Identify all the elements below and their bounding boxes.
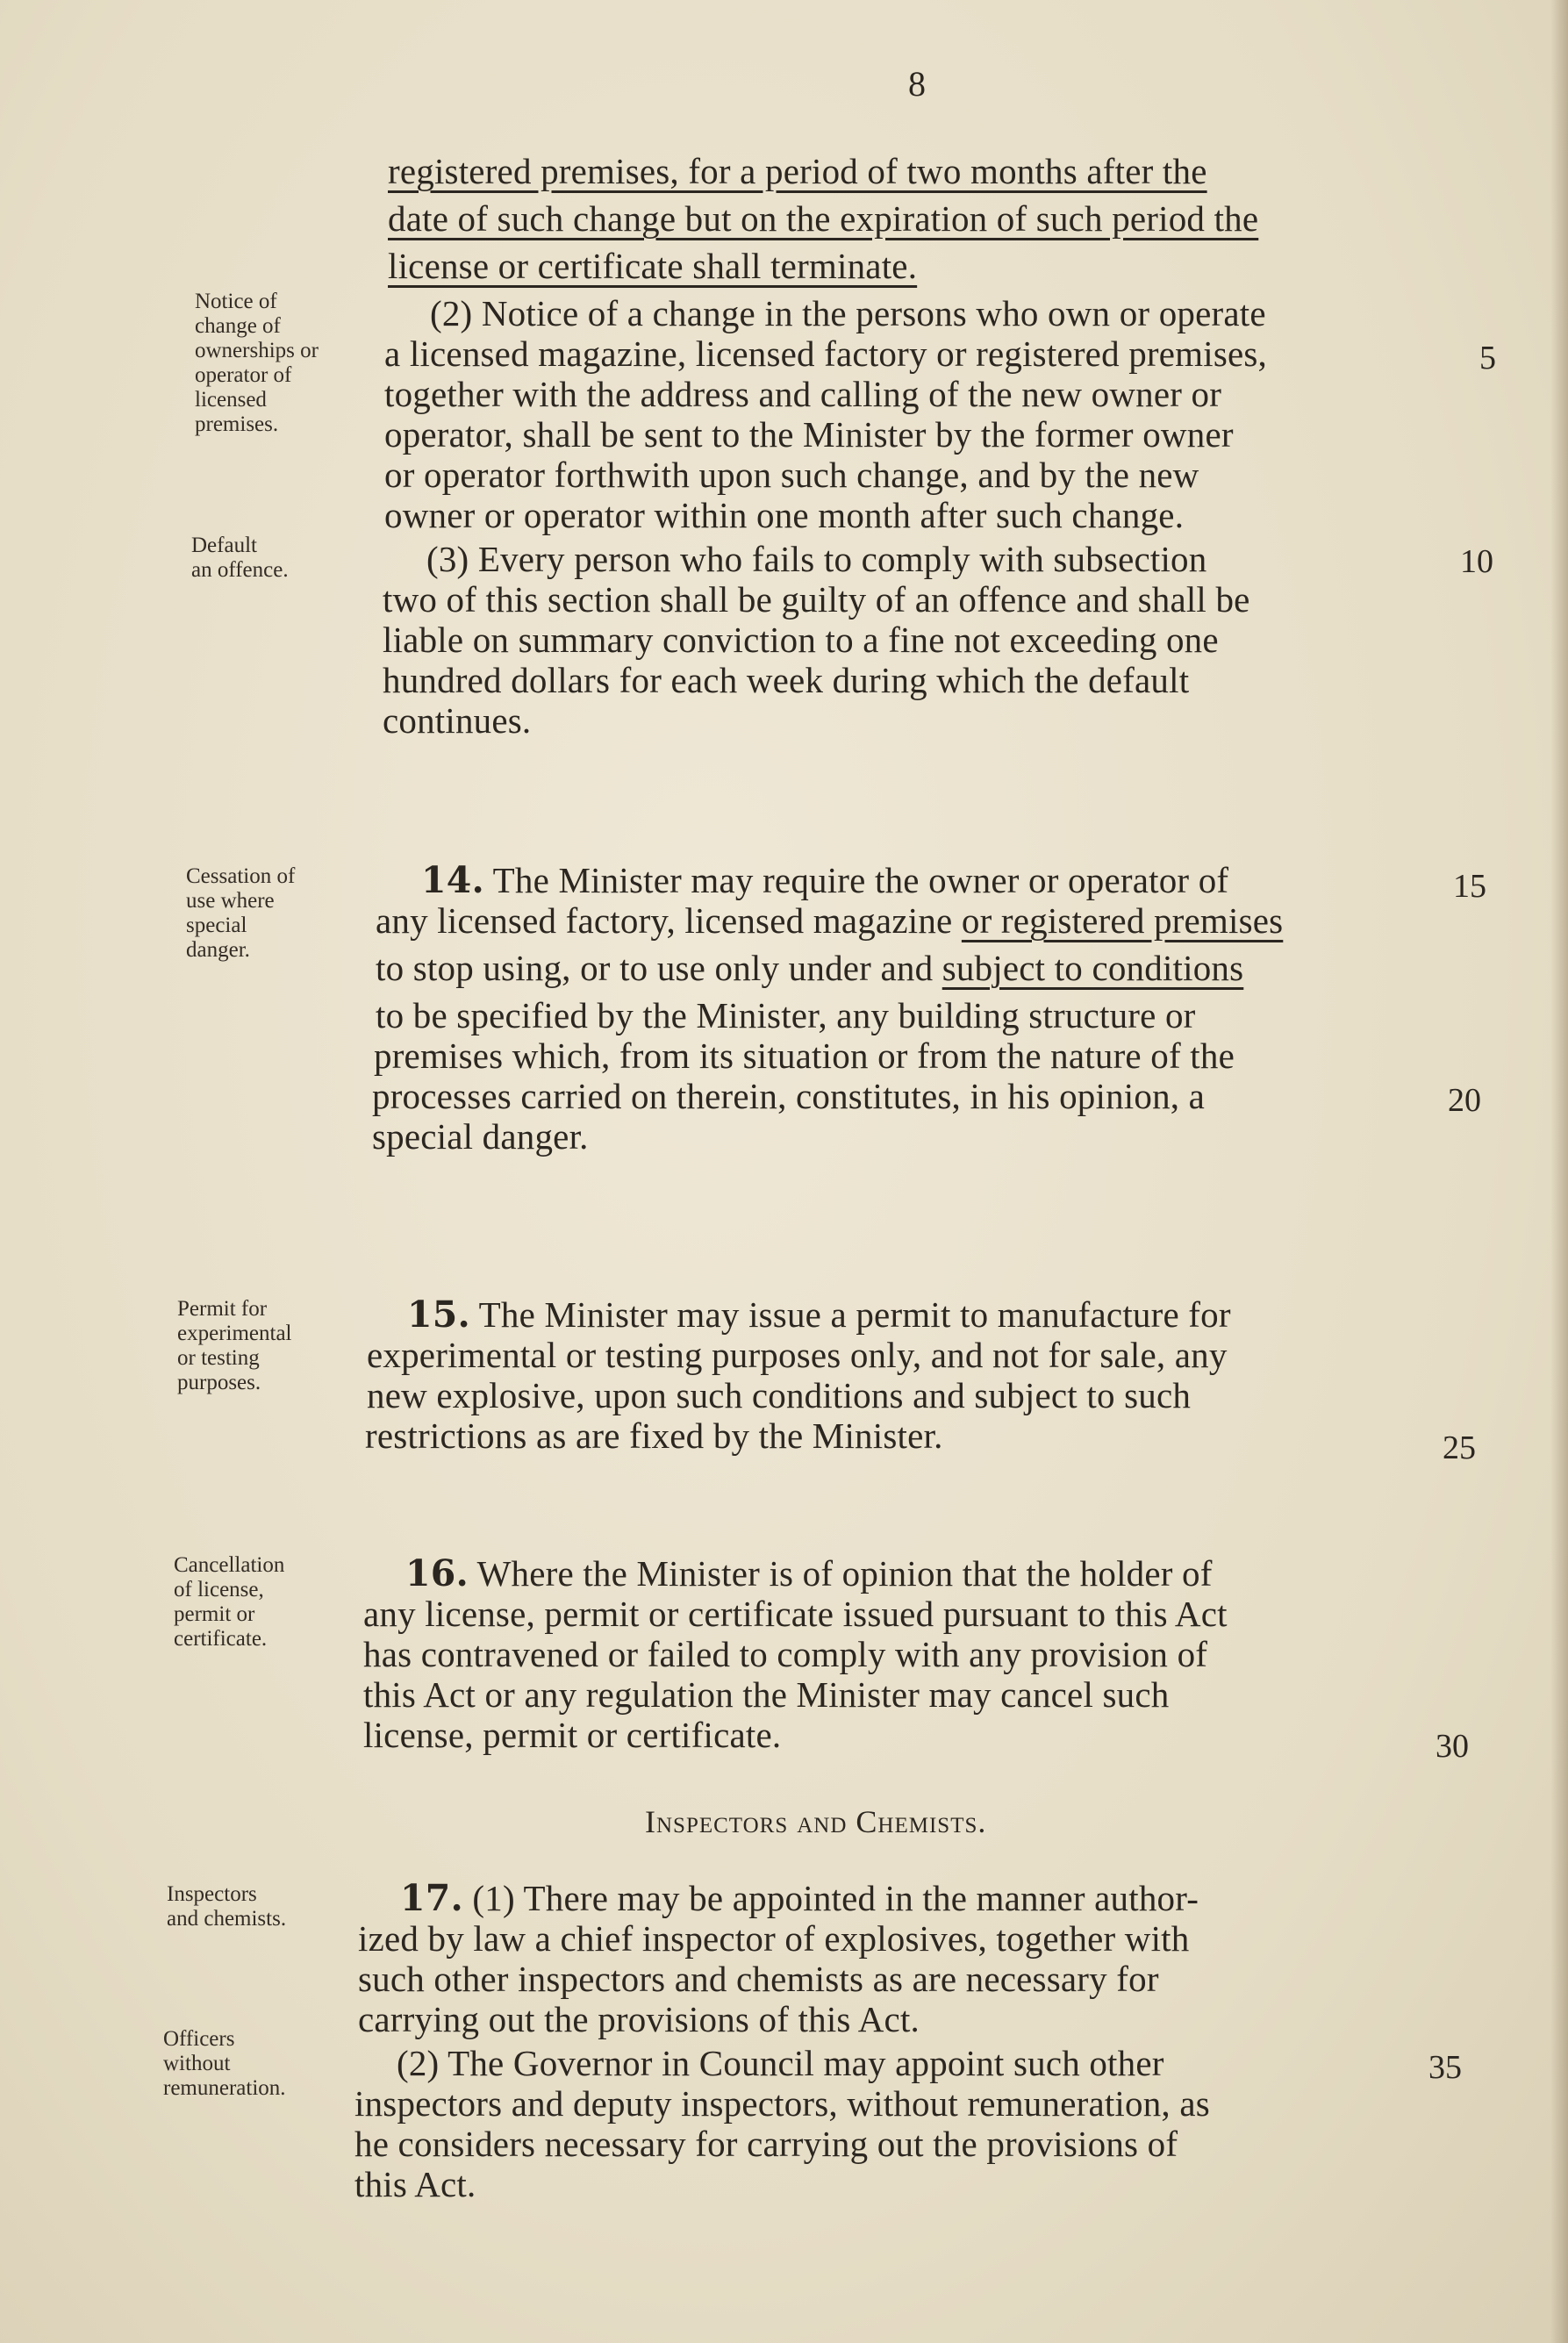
body-line: carrying out the provisions of this Act.: [358, 1999, 920, 2039]
margin-note-line: or testing: [177, 1346, 260, 1370]
body-line: hundred dollars for each week during which the default: [383, 660, 1190, 700]
page-number: 8: [908, 64, 926, 104]
body-line: (2) The Governor in Council may appoint such other: [397, 2043, 1164, 2083]
section-number: 15.: [407, 1293, 470, 1336]
section-17-first-line: [400, 1878, 1199, 1918]
margin-note-permit: [177, 1297, 292, 1395]
line-number: 35: [1428, 2049, 1462, 2086]
body-line: this Act or any regulation the Minister may cancel such: [363, 1674, 1170, 1715]
body-line: liable on summary conviction to a fine not exceeding one: [383, 620, 1219, 660]
margin-note-cancellation: [174, 1553, 284, 1652]
margin-note-line: without: [163, 2052, 231, 2075]
margin-note-line: Permit for: [177, 1297, 268, 1321]
body-line: a licensed magazine, licensed factory or registered premises,: [384, 333, 1268, 374]
body-line: experimental or testing purposes only, and not for sale, any: [367, 1335, 1228, 1375]
body-line: new explosive, upon such conditions and subject to such: [367, 1375, 1192, 1415]
line-number: 30: [1436, 1728, 1469, 1765]
section-14-first-line: [421, 860, 1228, 900]
margin-note-line: Officers: [163, 2027, 235, 2051]
body-text: The Minister may require the owner or operator of: [483, 860, 1229, 900]
margin-note-line: of license,: [174, 1578, 264, 1601]
body-line: this Act.: [354, 2164, 476, 2204]
body-line: [376, 948, 1243, 988]
body-line: or operator forthwith upon such change, and by the new: [384, 455, 1199, 495]
margin-note-inspectors: [167, 1882, 286, 1931]
margin-note-line: Cancellation: [174, 1553, 285, 1577]
margin-note-line: special: [186, 914, 247, 937]
section-number: 16.: [405, 1552, 469, 1594]
body-line: special danger.: [372, 1116, 589, 1157]
margin-note-line: premises.: [195, 412, 279, 436]
body-line: any license, permit or certificate issued pursuant to this Act: [363, 1594, 1228, 1634]
margin-note-line: use where: [186, 889, 275, 913]
section-16-first-line: [405, 1553, 1213, 1594]
body-line: such other inspectors and chemists as are necessary for: [358, 1959, 1159, 1999]
line-number: 10: [1460, 543, 1493, 580]
margin-note-default: [191, 534, 289, 583]
page-spine-shadow: [1550, 0, 1568, 2343]
line-number: 15: [1453, 868, 1486, 905]
body-line: he considers necessary for carrying out the provisions of: [354, 2124, 1178, 2164]
margin-note-notice: [195, 290, 319, 437]
body-line: owner or operator within one month after such change.: [384, 495, 1185, 535]
body-line: license or certificate shall terminate.: [388, 246, 918, 286]
underlined-text: or registered premises: [961, 900, 1284, 941]
body-line: [376, 900, 1283, 941]
line-number: 5: [1479, 340, 1496, 376]
margin-note-line: experimental: [177, 1322, 292, 1345]
margin-note-line: certificate.: [174, 1627, 268, 1651]
margin-note-line: Cessation of: [186, 864, 296, 888]
margin-note-line: Default: [191, 534, 257, 557]
margin-note-line: permit or: [174, 1602, 255, 1626]
body-line: processes carried on therein, constitutes, in his opinion, a: [372, 1076, 1206, 1116]
line-number: 20: [1448, 1082, 1481, 1119]
margin-note-line: Inspectors: [167, 1882, 257, 1906]
line-number: 25: [1443, 1429, 1476, 1466]
body-line: registered premises, for a period of two months after the: [388, 151, 1207, 191]
body-line: continues.: [383, 700, 532, 741]
body-line: ized by law a chief inspector of explosives, together with: [358, 1918, 1190, 1959]
margin-note-line: remuneration.: [163, 2076, 286, 2100]
body-text: any licensed factory, licensed magazine: [376, 900, 962, 941]
margin-note-officers: [163, 2027, 286, 2101]
margin-note-line: and chemists.: [167, 1907, 287, 1931]
margin-note-line: operator of: [195, 363, 292, 387]
body-text: The Minister may issue a permit to manufacture for: [469, 1294, 1231, 1335]
body-line: inspectors and deputy inspectors, without remuneration, as: [354, 2083, 1210, 2124]
margin-note-line: Notice of: [195, 290, 277, 313]
margin-note-line: change of: [195, 314, 281, 338]
section-heading: Inspectors and Chemists.: [645, 1804, 987, 1839]
margin-note-line: danger.: [186, 938, 250, 962]
body-line: premises which, from its situation or from the nature of the: [374, 1035, 1235, 1076]
section-number: 17.: [400, 1877, 463, 1919]
body-line: license, permit or certificate.: [363, 1715, 782, 1755]
body-line: two of this section shall be guilty of an offence and shall be: [383, 579, 1250, 620]
margin-note-line: an offence.: [191, 558, 289, 582]
body-line: (3) Every person who fails to comply with subsection: [426, 539, 1207, 579]
body-line: to be specified by the Minister, any building structure or: [376, 995, 1196, 1035]
body-line: operator, shall be sent to the Minister by the former owner: [384, 414, 1234, 455]
body-line: restrictions as are fixed by the Minister.: [365, 1415, 943, 1456]
body-line: (2) Notice of a change in the persons who own or operate: [430, 293, 1266, 333]
body-line: has contravened or failed to comply with any provision of: [363, 1634, 1208, 1674]
margin-note-line: ownerships or: [195, 339, 319, 362]
body-text: Where the Minister is of opinion that the holder of: [468, 1553, 1213, 1594]
body-line: date of such change but on the expiration of such period the: [388, 198, 1259, 239]
body-line: together with the address and calling of the new owner or: [384, 374, 1222, 414]
body-text: (1) There may be appointed in the manner author-: [462, 1878, 1199, 1918]
margin-note-cessation: [186, 864, 295, 963]
underlined-text: subject to conditions: [942, 948, 1244, 988]
margin-note-line: purposes.: [177, 1371, 261, 1394]
section-number: 14.: [421, 859, 484, 901]
margin-note-line: licensed: [195, 388, 267, 412]
section-15-first-line: [407, 1294, 1231, 1335]
body-text: to stop using, or to use only under and: [376, 948, 942, 988]
